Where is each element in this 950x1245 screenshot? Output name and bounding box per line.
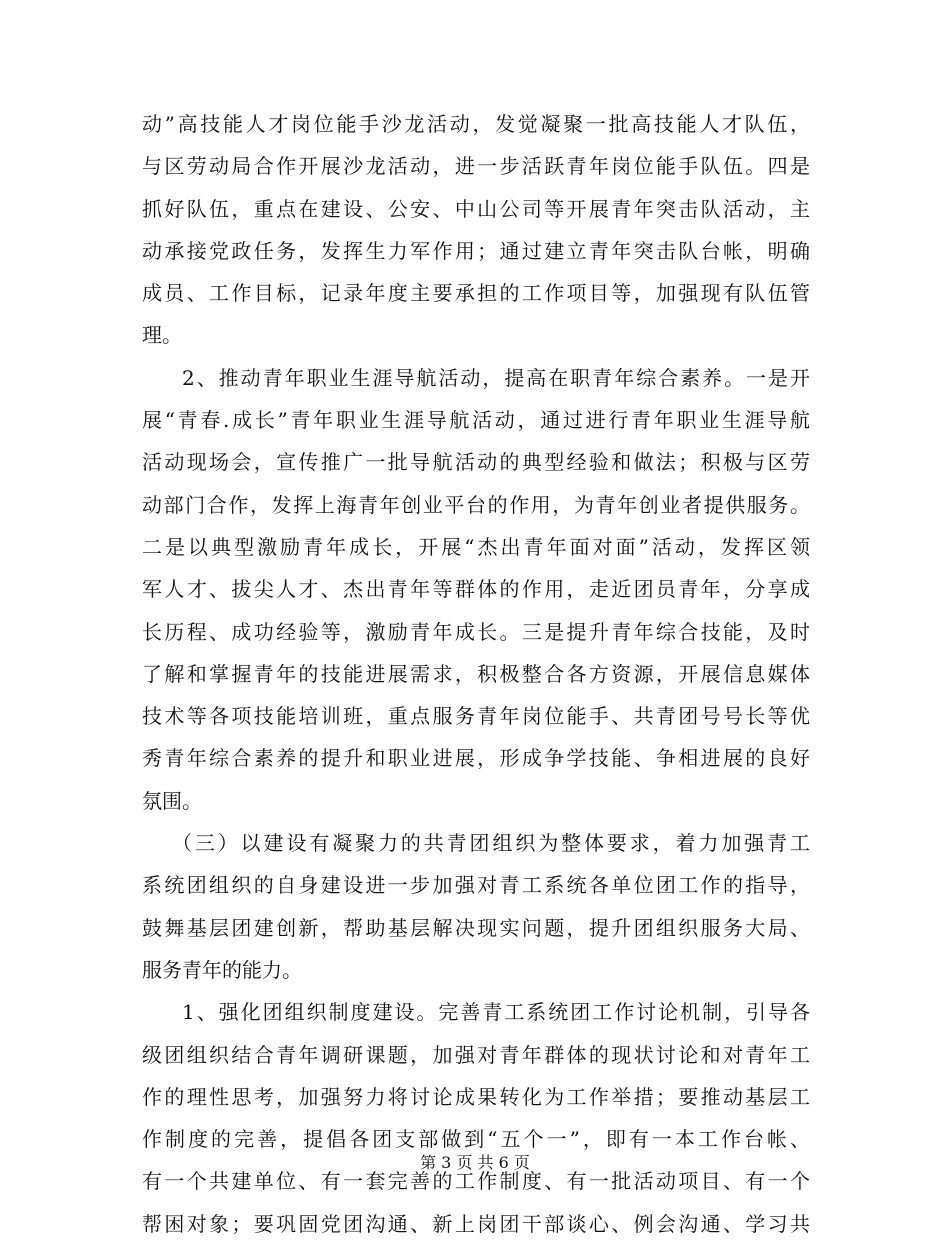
text-line: 动承接党政任务，发挥生力军作用；通过建立青年突击队台帐，明确 <box>142 238 810 263</box>
text-line: （三）以建设有凝聚力的共青团组织为整体要求，着力加强青工 <box>172 831 810 856</box>
text-line: 军人才、拔尖人才、杰出青年等群体的作用，走近团员青年，分享成 <box>142 577 810 602</box>
text-line: 展“青春.成长”青年职业生涯导航活动，通过进行青年职业生涯导航 <box>142 408 810 433</box>
text-line: 系统团组织的自身建设进一步加强对青工系统各单位团工作的指导， <box>142 873 810 898</box>
text-line: 2、推动青年职业生涯导航活动，提高在职青年综合素养。一是开 <box>182 365 810 390</box>
text-line: 理。 <box>142 323 182 348</box>
text-line: 有一个共建单位、有一套完善的工作制度、有一批活动项目、有一个 <box>142 1169 810 1194</box>
text-line: 作的理性思考，加强努力将讨论成果转化为工作举措；要推动基层工 <box>142 1084 810 1109</box>
text-line: 动”高技能人才岗位能手沙龙活动，发觉凝聚一批高技能人才队伍， <box>142 112 810 136</box>
text-line: 活动现场会，宣传推广一批导航活动的典型经验和做法；积极与区劳 <box>142 450 810 475</box>
body-text <box>142 103 810 1245</box>
text-line: 氛围。 <box>142 788 202 813</box>
text-line: 级团组织结合青年调研课题，加强对青年群体的现状讨论和对青年工 <box>142 1042 810 1067</box>
text-line: 服务青年的能力。 <box>142 957 302 982</box>
text-line: 技术等各项技能培训班，重点服务青年岗位能手、共青团号号长等优 <box>142 704 810 729</box>
text-line: 秀青年综合素养的提升和职业进展，形成争学技能、争相进展的良好 <box>142 746 810 771</box>
text-line: 与区劳动局合作开展沙龙活动，进一步活跃青年岗位能手队伍。四是 <box>142 154 810 179</box>
page-footer: 第 3 页 共 6 页 <box>420 1153 530 1172</box>
text-line: 二是以典型激励青年成长，开展“杰出青年面对面”活动，发挥区领 <box>142 534 810 559</box>
text-line: 1、强化团组织制度建设。完善青工系统团工作讨论机制，引导各 <box>182 1000 810 1025</box>
text-line: 动部门合作，发挥上海青年创业平台的作用，为青年创业者提供服务。 <box>142 492 810 517</box>
text-line: 抓好队伍，重点在建设、公安、中山公司等开展青年突击队活动，主 <box>142 196 810 221</box>
text-line: 作制度的完善，提倡各团支部做到“五个一”，即有一本工作台帐、 <box>142 1127 810 1152</box>
text-line: 了解和掌握青年的技能进展需求，积极整合各方资源，开展信息媒体 <box>142 661 810 686</box>
text-line: 成员、工作目标，记录年度主要承担的工作项目等，加强现有队伍管 <box>142 281 810 306</box>
text-line: 长历程、成功经验等，激励青年成长。三是提升青年综合技能，及时 <box>142 619 810 644</box>
text-line: 帮困对象；要巩固党团沟通、新上岗团干部谈心、例会沟通、学习共 <box>142 1211 810 1236</box>
text-line: 鼓舞基层团建创新，帮助基层解决现实问题，提升团组织服务大局、 <box>142 915 810 940</box>
